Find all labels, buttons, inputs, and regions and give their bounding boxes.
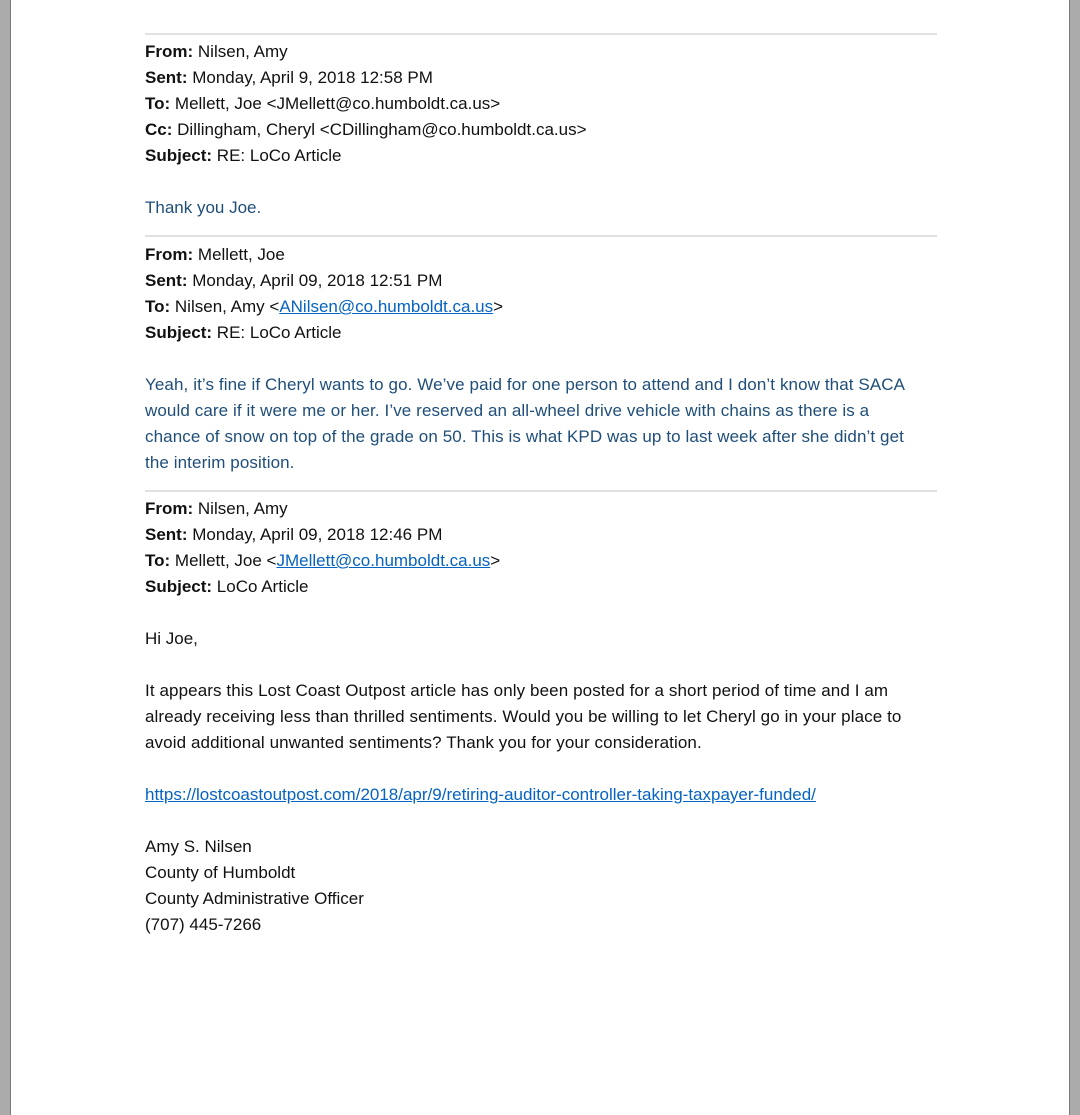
sent-value: Monday, April 09, 2018 12:51 PM [192,271,443,290]
email-header [145,496,937,600]
subject-value: RE: LoCo Article [216,323,342,342]
to-label: To: [145,94,171,113]
email-body [145,372,937,476]
from-value: Nilsen, Amy [197,42,288,61]
sent-label: Sent: [145,68,188,87]
sent-label: Sent: [145,525,188,544]
to-email-link[interactable]: JMellett@co.humboldt.ca.us [276,551,491,570]
to-name: Mellett, Joe [174,94,262,113]
cc-line [145,117,937,143]
email-body: Thank you Joe. [145,198,262,217]
to-close: > [490,551,501,570]
body-line: Yeah, it’s fine if Cheryl wants to go. We’ve paid for one person to attend and I don’t know that SACA [145,375,906,394]
to-line [145,294,937,320]
subject-label: Subject: [145,323,213,342]
to-close: > [493,297,504,316]
signature-title: County Administrative Officer [145,889,364,908]
signature-name: Amy S. Nilsen [145,837,252,856]
subject-value: LoCo Article [216,577,309,596]
article-link[interactable]: https://lostcoastoutpost.com/2018/apr/9/retiring-auditor-controller-taking-taxpayer-funded/ [145,785,816,804]
article-link-line [145,782,937,808]
email-body [145,678,937,756]
email-thread [145,33,937,938]
subject-label: Subject: [145,146,213,165]
to-email: <JMellett@co.humboldt.ca.us> [266,94,501,113]
body-line: would care if it were me or her. I’ve reserved an all-wheel drive vehicle with chains as there is a [145,401,870,420]
from-label: From: [145,499,194,518]
from-value: Mellett, Joe [197,245,285,264]
cc-value: Dillingham, Cheryl <CDillingham@co.humboldt.ca.us> [177,120,587,139]
from-label: From: [145,245,194,264]
to-label: To: [145,297,171,316]
to-name: Mellett, Joe < [174,551,277,570]
email-header [145,39,937,169]
sent-line [145,65,937,91]
cc-label: Cc: [145,120,173,139]
from-line [145,39,937,65]
subject-line [145,574,937,600]
sent-value: Monday, April 09, 2018 12:46 PM [192,525,443,544]
subject-value: RE: LoCo Article [216,146,342,165]
body-line: the interim position. [145,453,295,472]
signature-phone: (707) 445-7266 [145,915,262,934]
to-name: Nilsen, Amy < [174,297,280,316]
signature [145,834,937,938]
from-line [145,242,937,268]
to-line [145,91,937,117]
from-label: From: [145,42,194,61]
subject-line [145,143,937,169]
body-line: avoid additional unwanted sentiments? Thank you for your consideration. [145,733,702,752]
to-email-link[interactable]: ANilsen@co.humboldt.ca.us [279,297,494,316]
body-line: already receiving less than thrilled sentiments. Would you be willing to let Cheryl go in your place to [145,707,902,726]
body-line: It appears this Lost Coast Outpost article has only been posted for a short period of time and I am [145,681,889,700]
from-value: Nilsen, Amy [197,499,288,518]
signature-org: County of Humboldt [145,863,296,882]
document-page [10,0,1070,1115]
sent-line [145,268,937,294]
sent-label: Sent: [145,271,188,290]
subject-label: Subject: [145,577,213,596]
subject-line [145,320,937,346]
sent-line [145,522,937,548]
email-header [145,242,937,346]
to-line [145,548,937,574]
from-line [145,496,937,522]
greeting: Hi Joe, [145,629,198,648]
to-label: To: [145,551,171,570]
sent-value: Monday, April 9, 2018 12:58 PM [192,68,433,87]
body-line: chance of snow on top of the grade on 50. This is what KPD was up to last week after she didn’t get [145,427,904,446]
